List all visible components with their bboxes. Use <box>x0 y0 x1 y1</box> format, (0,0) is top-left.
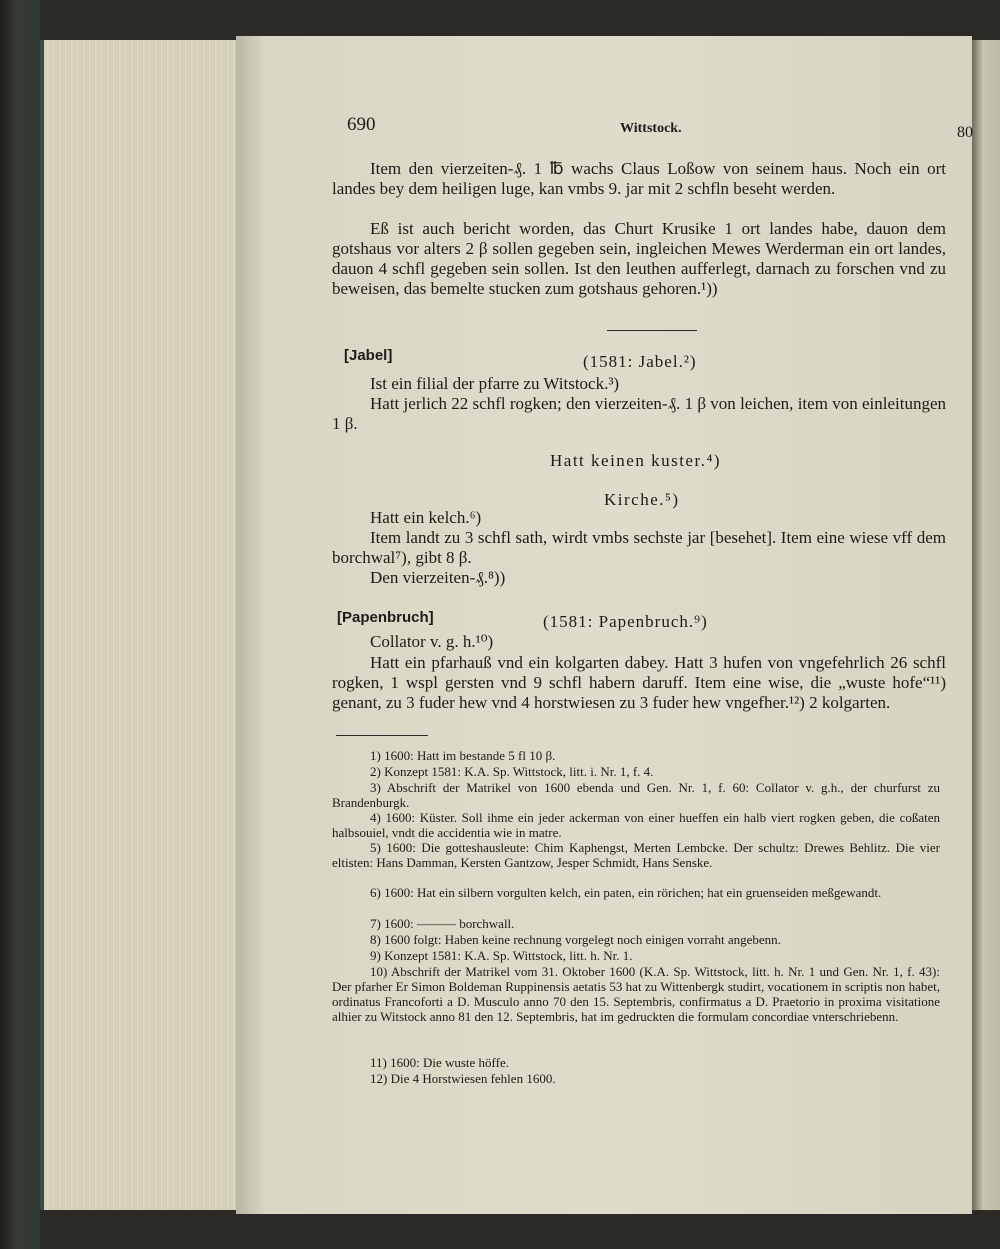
section-heading-jabel: [Jabel] <box>344 347 393 364</box>
running-title: Wittstock. <box>620 121 682 136</box>
paragraph: Item landt zu 3 schfl sath, wirdt vmbs sechste jar [besehet]. Item eine wiese vff dem borchwal⁷), gibt 8 β. <box>332 528 946 567</box>
section-reference: (1581: Jabel.²) <box>583 352 697 371</box>
footnote: 11) 1600: Die wuste höffe. <box>370 1055 510 1070</box>
footnote: 3) Abschrift der Matrikel von 1600 ebenda und Gen. Nr. 1, f. 60: Collator v. g.h., der churfurst zu Brandenburgk. <box>332 780 940 810</box>
section-reference: (1581: Papenbruch.⁹) <box>543 612 708 631</box>
binding-edge <box>0 0 40 1249</box>
footnote-rule <box>336 735 428 736</box>
section-heading-papenbruch: [Papenbruch] <box>337 609 434 626</box>
footnote: 4) 1600: Küster. Soll ihme ein jeder ackerman von einer hueffen ein halb viert rogken geben, die coßaten halbsouiel, vndt die accidentia wie in matre. <box>332 810 940 840</box>
footnote: 7) 1600: ——— borchwall. <box>370 916 515 931</box>
subheading: Hatt keinen kuster.⁴) <box>550 451 722 470</box>
paragraph: Den vierzeiten-₰.⁸)) <box>370 568 506 587</box>
paragraph: Hatt ein kelch.⁶) <box>370 508 482 527</box>
paragraph: Eß ist auch bericht worden, das Churt Krusike 1 ort landes habe, dauon dem gotshaus vor alters 2 β sollen gegeben sein, ingleichen Mewes Werderman ein ort landes, dauon 4 schfl gegeben sein sollen. Ist den leuthen aufferlegt, darnach zu forschen vnd zu beweisen, das bemelte stucken zum gotshaus gehoren.¹)) <box>332 219 946 298</box>
paragraph: Ist ein filial der pfarre zu Witstock.³) <box>370 374 620 393</box>
paragraph: Hatt jerlich 22 schfl rogken; den vierzeiten-₰. 1 β von leichen, item von einleitungen 1 β. <box>332 394 946 433</box>
facing-page-edge <box>972 40 1000 1210</box>
footnote: 9) Konzept 1581: K.A. Sp. Wittstock, litt. h. Nr. 1. <box>370 948 633 963</box>
footnote: 5) 1600: Die gotteshausleute: Chim Kaphengst, Merten Lembcke. Der schultz: Drewes Behlitz. Die vier eltisten: Hans Damman, Kersten Gantzow, Jesper Schmidt, Hans Senske. <box>332 840 940 870</box>
footnote: 12) Die 4 Horstwiesen fehlen 1600. <box>370 1071 556 1086</box>
paragraph: Collator v. g. h.¹⁰) <box>370 632 494 651</box>
paragraph: Item den vierzeiten-₰. 1 ℔ wachs Claus Loßow von seinem haus. Noch ein ort landes bey dem heiligen luge, kan vmbs 9. jar mit 2 schfln beseht werden. <box>332 159 946 198</box>
footnote: 1) 1600: Hatt im bestande 5 fl 10 β. <box>370 748 556 763</box>
page-number: 690 <box>347 114 376 135</box>
subheading: Kirche.⁵) <box>604 490 680 509</box>
margin-number: 80 <box>957 124 973 141</box>
footnote: 8) 1600 folgt: Haben keine rechnung vorgelegt noch einigen vorraht angebenn. <box>370 932 781 947</box>
paragraph: Hatt ein pfarhauß vnd ein kolgarten dabey. Hatt 3 hufen von vngefehrlich 26 schfl rogken, 1 wspl gersten vnd 9 schfl habern daruff. Item eine wise, die „wuste hofe“¹¹) genant, zu 3 fuder hew vnd 4 horstwiesen zu 3 fuder hew vngefher.¹²) 2 kolgarten. <box>332 653 946 712</box>
section-divider <box>607 330 697 331</box>
footnote: 2) Konzept 1581: K.A. Sp. Wittstock, litt. i. Nr. 1, f. 4. <box>370 764 654 779</box>
footnote: 6) 1600: Hat ein silbern vorgulten kelch, ein paten, ein rörichen; hat ein gruenseiden meßgewandt. <box>370 885 882 900</box>
footnote: 10) Abschrift der Matrikel vom 31. Oktober 1600 (K.A. Sp. Wittstock, litt. h. Nr. 1 und Gen. Nr. 1, f. 43): Der pfarher Er Simon Boldeman Ruppinensis aetatis 53 hat zu Wittenbergk studirt, vocationem in scriptis non habet, ordinatus Francoforti a D. Musculo anno 70 den 15. Septembris, confirmatus a D. Praetorio in proxima visitatione alhier zu Witstock anno 81 den 12. Septembris, hat im gedruckten die formulam concordiae vnterschriebenn. <box>332 964 940 1024</box>
book-page-stack <box>40 40 244 1210</box>
